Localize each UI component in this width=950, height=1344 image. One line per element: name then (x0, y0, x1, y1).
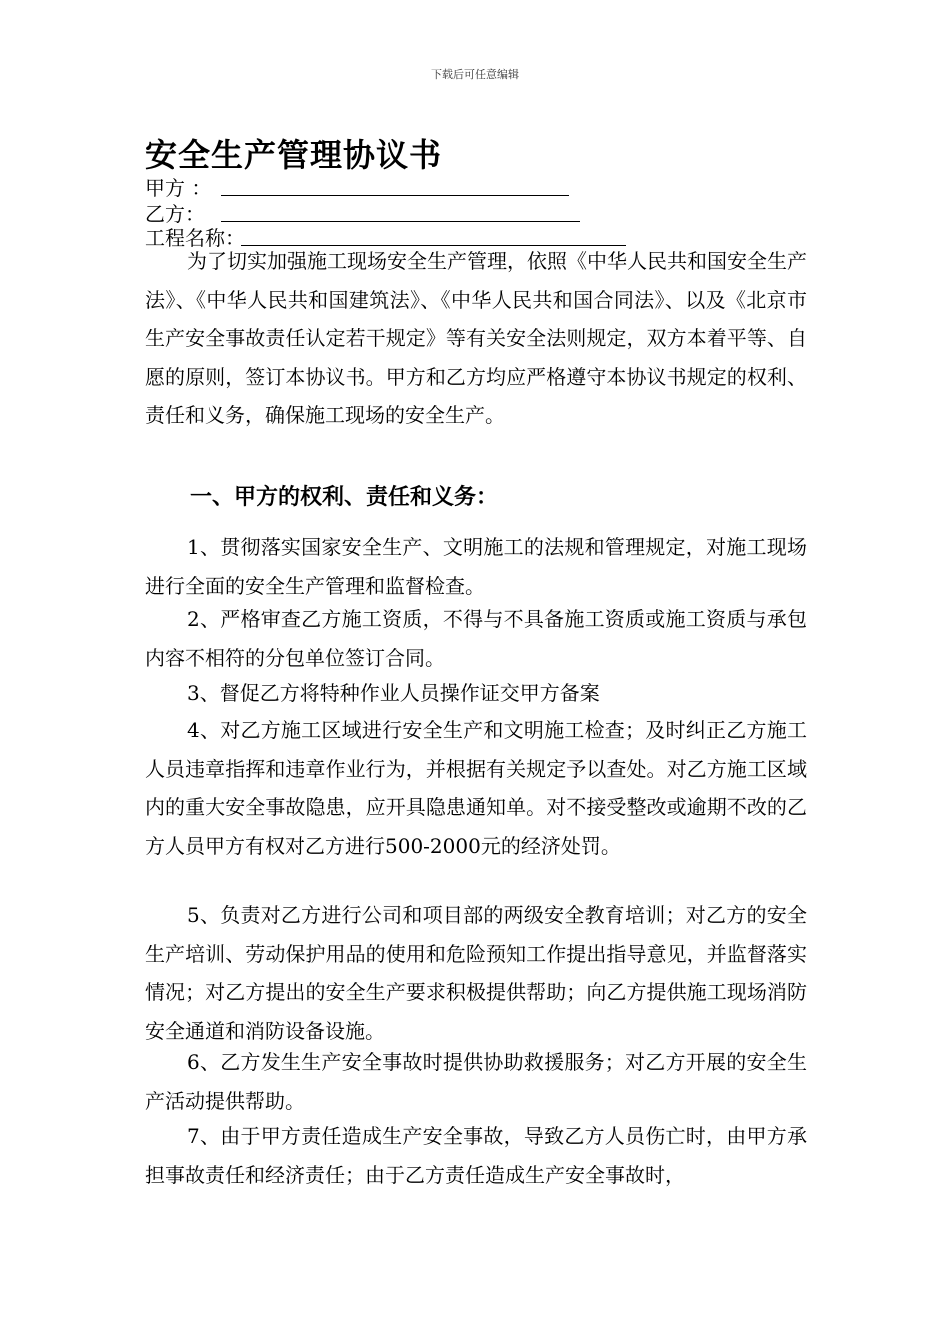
party-a-blank-line (221, 195, 569, 196)
list-item: 1、贯彻落实国家安全生产、文明施工的法规和管理规定，对施工现场进行全面的安全生产管理和监督检查。 (145, 535, 807, 598)
party-b-label: 乙方： (145, 202, 205, 226)
party-b-field (145, 202, 205, 226)
list-item: 2、严格审查乙方施工资质，不得与不具备施工资质或施工资质与承包内容不相符的分包单位签订合同。 (145, 607, 807, 670)
document-title: 安全生产管理协议书 (145, 136, 443, 174)
list-item: 3、督促乙方将特种作业人员操作证交甲方备案 (187, 681, 600, 705)
project-name-label: 工程名称： (145, 226, 245, 250)
section-heading-party-a: 一、甲方的权利、责任和义务： (190, 485, 499, 510)
party-a-label: 甲方 ： (145, 176, 212, 200)
intro-paragraph: 为了切实加强施工现场安全生产管理，依照《中华人民共和国安全生产法》、《中华人民共和国建筑法》、《中华人民共和国合同法》、以及《北京市生产安全事故责任认定若干规定》等有关安全法则规定，双方本着平等、自愿的原则，签订本协议书。甲方和乙方均应严格遵守本协议书规定的权利、责任和义务，确保施工现场的安全生产。 (145, 249, 807, 427)
list-item: 6、乙方发生生产安全事故时提供协助救援服务；对乙方开展的安全生产活动提供帮助。 (145, 1050, 807, 1113)
list-item: 4、对乙方施工区域进行安全生产和文明施工检查；及时纠正乙方施工人员违章指挥和违章作业行为，并根据有关规定予以查处。对乙方施工区域内的重大安全事故隐患，应开具隐患通知单。对不接受整改或逾期不改的乙方人员甲方有权对乙方进行500-2000元的经济处罚。 (145, 718, 807, 858)
list-item: 5、负责对乙方进行公司和项目部的两级安全教育培训；对乙方的安全生产培训、劳动保护用品的使用和危险预知工作提出指导意见，并监督落实情况；对乙方提出的安全生产要求积极提供帮助；向乙方提供施工现场消防安全通道和消防设备设施。 (145, 903, 807, 1043)
party-a-field (145, 176, 211, 200)
party-b-blank-line (221, 221, 580, 222)
header-note: 下载后可任意编辑 (431, 68, 519, 81)
list-item: 7、由于甲方责任造成生产安全事故，导致乙方人员伤亡时，由甲方承担事故责任和经济责任；由于乙方责任造成生产安全事故时， (145, 1124, 807, 1187)
